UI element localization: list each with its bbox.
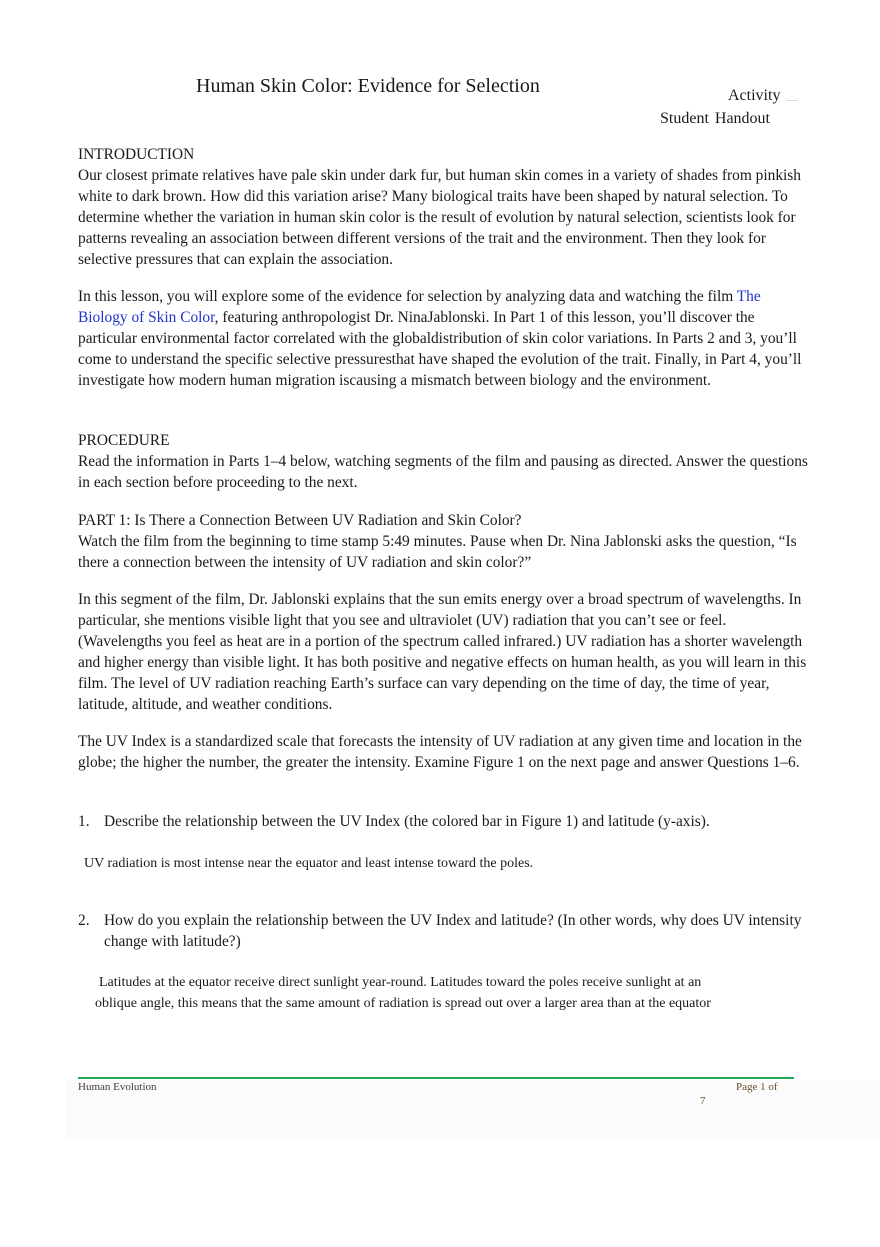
question-number: 1. (78, 813, 90, 830)
part1-section (78, 510, 808, 573)
uv-index-paragraph-text: The UV Index is a standardized scale that forecasts the intensity of UV radiation at any given time and location in the globe; the higher the number, the greater the intensity. Examine Figure 1 on the next page and answer Questions 1–6. (78, 733, 802, 771)
document-title: Human Skin Color: Evidence for Selection (196, 75, 540, 97)
introduction-heading: INTRODUCTION (78, 146, 195, 163)
introduction-paragraph: Our closest primate relatives have pale skin under dark fur, but human skin comes in a variety of shades from pinkish white to dark brown. How did this variation arise? Many biological traits have been shaped by natural selection. To determine whether the variation in human skin color is the result of evolution by natural selection, scientists look for patterns revealing an association between different versions of the trait and the environment. Then they look for selective pressures that can explain the association. (78, 167, 801, 268)
procedure-text: Read the information in Parts 1–4 below, watching segments of the film and pausing as directed. Answer the questions in each section before proceeding to the next. (78, 453, 808, 491)
film-link[interactable]: The Biology of Skin Color (78, 288, 761, 326)
question-number: 2. (78, 912, 90, 929)
part1-paragraph (78, 589, 808, 715)
question-text: Describe the relationship between the UV Index (the colored bar in Figure 1) and latitude (y-axis). (104, 813, 710, 830)
uv-index-paragraph (78, 731, 808, 773)
question-1 (78, 811, 808, 832)
procedure-section (78, 430, 808, 493)
handout-label: Student Handout (660, 110, 770, 127)
answer-1[interactable]: UV radiation is most intense near the equator and least intense toward the poles. (84, 856, 534, 871)
part1-paragraph-text: In this segment of the film, Dr. Jablonski explains that the sun emits energy over a broad spectrum of wavelengths. In particular, she mentions visible light that you see and ultraviolet (UV) radiation that you can’t see or feel. (Wavelengths you feel as heat are in a portion of the spectrum called infrared.) UV radiation has a shorter wavelength and higher energy than visible light. It has both positive and negative effects on human health, as you will learn in this film. The level of UV radiation reaching Earth’s surface can vary depending on the time of day, the time of year, latitude, altitude, and weather conditions. (78, 591, 807, 713)
paragraph-text: , featuring anthropologist Dr. NinaJablonski. In Part 1 of this lesson, you’ll discover the particular environmental factor correlated with the globaldistribution of skin color variations. In Parts 2 and 3, you’ll come to understand the specific selective pressuresthat have shaped the evolution of the trait. Finally, in Part 4, you’ll investigate how modern human migration iscausing a mismatch between biology and the environment. (78, 309, 802, 389)
footer-course-name: Human Evolution (78, 1081, 157, 1093)
footer-divider (78, 1077, 794, 1079)
answer-2-line-1[interactable]: Latitudes at the equator receive direct sunlight year-round. Latitudes toward the poles receive sunlight at an (99, 975, 702, 990)
question-2 (78, 910, 808, 952)
paragraph-text: In this lesson, you will explore some of the evidence for selection by analyzing data and watching the film (78, 288, 737, 305)
footer-page-label: Page 1 of (736, 1081, 778, 1093)
answer-2-line-2[interactable]: oblique angle, this means that the same amount of radiation is spread out over a larger area than at the equator (95, 996, 711, 1011)
activity-label: Activity (728, 87, 781, 104)
part1-heading: PART 1: Is There a Connection Between UV Radiation and Skin Color? (78, 512, 522, 529)
question-text: How do you explain the relationship between the UV Index and latitude? (In other words, why does UV intensity change with latitude?) (104, 912, 802, 950)
lesson-overview-paragraph (78, 286, 808, 391)
introduction-section (78, 144, 808, 270)
activity-underline (786, 100, 798, 101)
footer-page-total: 7 (700, 1095, 706, 1107)
procedure-heading: PROCEDURE (78, 432, 170, 449)
part1-instructions: Watch the film from the beginning to time stamp 5:49 minutes. Pause when Dr. Nina Jablonski asks the question, “Is there a connection between the intensity of UV radiation and skin color?” (78, 533, 797, 571)
